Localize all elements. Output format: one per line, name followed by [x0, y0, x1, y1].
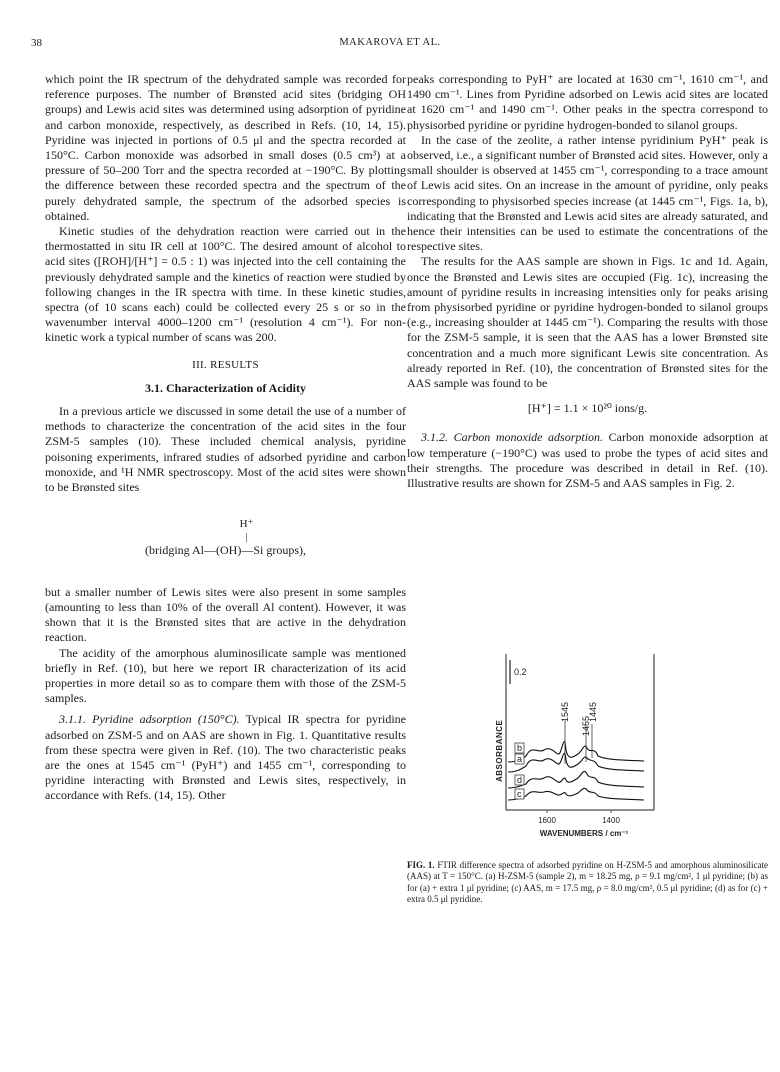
- trace-b: [508, 742, 644, 762]
- paragraph: which point the IR spectrum of the dehydrated sample was recorded for reference purposes. The number of Brønsted acid sites (bridging OH groups) and Lewis acid sites was determined using adsorption of pyridine and carbon monoxide, respectively, as described in Refs. (10, 14, 15). Pyridine was injected in portions of 0.5 μl and the spectra recorded at 150°C. Carbon monoxide was adsorbed in small doses (0.5 cm³) at a pressure of 50–200 Torr and the spectra recorded at −190°C. By plotting the difference between these recorded spectra and the spectrum of the purely dehydrated sample, the spectrum of the adsorbed species is obtained.: [45, 72, 406, 223]
- x-axis-label: WAVENUMBERS / cm⁻¹: [539, 829, 629, 838]
- y-axis-label: ABSORBANCE: [495, 719, 504, 782]
- trace-a: [508, 753, 644, 772]
- figure-caption: [407, 860, 768, 906]
- x-tick-label-1400: 1400: [602, 816, 620, 825]
- paragraph: [45, 712, 406, 803]
- structure-label: (bridging Al—(OH)—Si groups),: [145, 543, 306, 558]
- trace-a-label: a: [517, 754, 523, 764]
- paragraph: Kinetic studies of the dehydration reaction were carried out in the thermostatted in situ IR cell at 100°C. The desired amount of alcohol to acid sites ([ROH]/[H⁺] = 0.5 : 1) was injected into the cell containing the previously dehydrated sample and the kinetics of reaction were studied by following changes in the IR spectra with time. In these kinetic studies, spectra (of 10 scans each) could be collected every 25 s or so in the wavenumber interval 4000–1200 cm⁻¹ (resolution 4 cm⁻¹). For non-kinetic work a typical number of scans was 200.: [45, 224, 406, 345]
- subsubsection-heading: 3.1.1. Pyridine adsorption (150°C).: [59, 712, 240, 727]
- paragraph: [407, 430, 768, 491]
- paragraph: The results for the AAS sample are shown in Figs. 1c and 1d. Again, once the Brønsted and Lewis sites are occupied (Fig. 1c), increasing the amount of pyridine results in increasing intensities only for peaks arising from physisorbed pyridine or pyridine hydrogen-bonded to silanol groups (e.g., increasing shoulder at 1445 cm⁻¹). Comparing the results with those for the ZSM-5 sample, it is seen that the AAS has a lower Brønsted site concentration and a much more significant Lewis site concentration. As already reported in Ref. (10), the concentration of Brønsted sites for the AAS sample was found to be: [407, 254, 768, 391]
- subsection-heading: 3.1. Characterization of Acidity: [145, 380, 306, 395]
- subsubsection-heading: 3.1.2. Carbon monoxide adsorption.: [421, 430, 604, 445]
- paragraph: but a smaller number of Lewis sites were also present in some samples (amounting to less than 10% of the overall Al content). However, it was shown that it is the Brønsted sites that are active in the dehydration reaction.: [45, 584, 406, 645]
- trace-b-label: b: [517, 743, 523, 753]
- paragraph-text: Carbon monoxide adsorption at low temperature (−190°C) was used to probe the types of acid sites and their strengths. The procedure was described in detail in Ref. (10). Illustrative results are shown for ZSM-5 and AAS samples in Fig. 2.: [407, 430, 769, 491]
- page-number: 38: [31, 37, 42, 49]
- paragraph-text: Typical IR spectra for pyridine adsorbed on ZSM-5 and on AAS are shown in Fig. 1. Quantitative results from these spectra were given in Ref. (10). The two characteristic peaks are the ones at 1545 cm⁻¹ (PyH⁺) and 1455 cm⁻¹, corresponding to pyridine interacting with Brønsted and Lewis sites, respectively, in accordance with Refs. (14, 15). Other: [45, 712, 406, 803]
- caption-text: FTIR difference spectra of adsorbed pyridine on H-ZSM-5 and amorphous aluminosilicate (AAS) at T = 150°C. (a) H-ZSM-5 (sample 2), m = 18.25 mg, ρ = 9.1 mg/cm², 1 μl pyridine; (b) as for (a) + extra 1 μl pyridine; (c) AAS, m = 17.5 mg, ρ = 8.0 mg/cm², 0.5 μl pyridine; (d) as for (c) + extra 0.5 μl pyridine.: [407, 860, 768, 905]
- figure-1: [494, 650, 664, 846]
- right-column: [407, 72, 768, 491]
- paragraph: In the case of the zeolite, a rather intense pyridinium PyH⁺ peak is observed, i.e., a significant number of Brønsted acid sites. However, only a small shoulder is observed at 1455 cm⁻¹, corresponding to a trace amount of Lewis acid sites. On an increase in the amount of pyridine, only peaks corresponding to physisorbed species increase (at 1445 cm⁻¹, Figs. 1a, b), indicating that the Brønsted and Lewis acid sites are already saturated, and hence their intensities can be used to estimate the concentrations of the respective sites.: [407, 132, 768, 254]
- structure-bond: |: [245, 532, 248, 544]
- trace-d: [508, 771, 644, 788]
- ftir-spectra-plot: [494, 650, 664, 846]
- left-column: [45, 72, 406, 804]
- x-tick-label-1600: 1600: [538, 816, 556, 825]
- paragraph: peaks corresponding to PyH⁺ are located at 1630 cm⁻¹, 1610 cm⁻¹, and 1490 cm⁻¹. Lines from Pyridine adsorbed on Lewis acid sites are located at 1620 cm⁻¹ and 1490 cm⁻¹. Other peaks in the spectra correspond to physisorbed pyridine or pyridine hydrogen-bonded to silanol groups.: [407, 72, 768, 132]
- paragraph: In a previous article we discussed in some detail the use of a number of methods to characterize the concentration of the acid sites in the four ZSM-5 samples (10). These included chemical analysis, pyridine poisoning experiments, infrared studies of adsorbed pyridine and carbon monoxide, and ¹H NMR spectroscopy. Most of the acid sites were shown to be Brønsted sites: [45, 404, 406, 495]
- trace-c: [508, 788, 644, 800]
- peak-label-1545: 1545: [560, 701, 570, 722]
- equation: [H⁺] = 1.1 × 10²⁰ ions/g.: [527, 401, 648, 416]
- scale-bar-label: 0.2: [514, 667, 527, 677]
- section-heading: III. RESULTS: [192, 358, 259, 371]
- structure-proton: H⁺: [239, 518, 254, 531]
- caption-label: FIG. 1.: [407, 860, 435, 870]
- peak-label-1445: 1445: [588, 701, 598, 722]
- trace-c-label: c: [517, 789, 522, 799]
- peak-label-1455: 1455: [581, 715, 591, 736]
- running-head: MAKAROVA ET AL.: [339, 37, 441, 48]
- trace-d-label: d: [517, 775, 523, 785]
- paragraph: The acidity of the amorphous aluminosilicate sample was mentioned briefly in Ref. (10), but here we report IR characterization of its acid properties in more detail so as to compare them with those of the ZSM-5 samples.: [45, 645, 406, 706]
